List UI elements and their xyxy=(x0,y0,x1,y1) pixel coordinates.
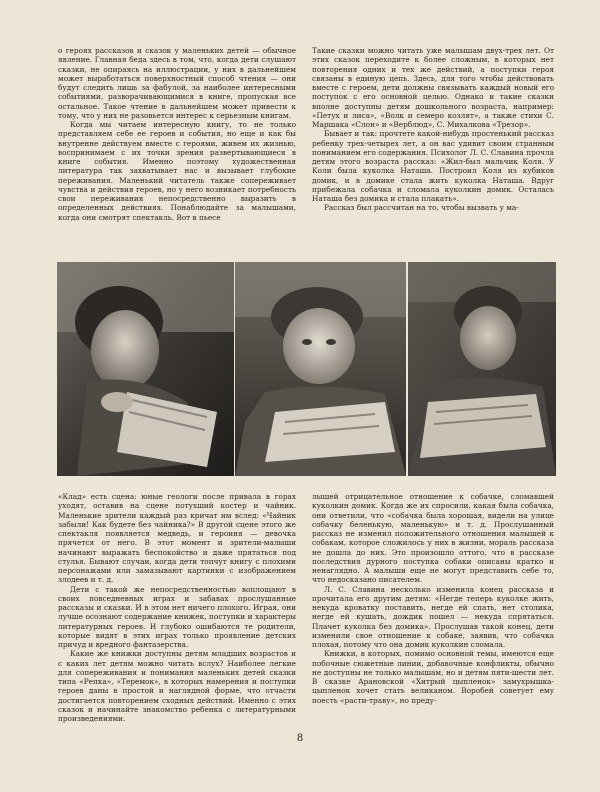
paragraph: Рассказ был рассчитан на то, чтобы вызвать у ма- xyxy=(324,203,519,213)
page-number: 8 xyxy=(296,733,304,744)
photo-boy-looking-at-book xyxy=(235,262,406,476)
photo-boy-reading-book xyxy=(57,262,234,476)
photo-child-with-book xyxy=(408,262,556,476)
text-column-bottom-right xyxy=(312,492,554,705)
photo-boy-looking-at-book-icon xyxy=(235,262,406,476)
paragraph: о героях рассказов и сказок у маленьких детей — обычное явление. Главная беда здесь в том, что, когда дети слушают сказки, не опираясь на иллюстрации, у них в дальнейшем может выработаться поверхностный способ чтения — они будут следить лишь за фабулой, за наиболее интересными событиями, разворачивающимися в книге, пропуская все остальное. Такое чтение в дальнейшем может привести к тому, что у них не разовьется интерес к серьезным книгам. xyxy=(58,46,296,120)
paragraph: Дети с такой же непосредственностью воплощают в своих повседневных играх и забавах прослушанные рассказы и сказки. И в этом нет ничего плохого. Играя, они лучше осознают содержание книжек, поступки и характеры литературных героев. И глубоко ошибаются те родители, которые видят в этих играх только проявление детских причуд и вредного фантазерства. xyxy=(58,584,296,649)
paragraph: Такие сказки можно читать уже малышам двух-трех лет. От этих сказок переходите к более сложным, в которых нет повторения одних и тех же действий, а поступки героя связаны в единую цепь. Здесь, для того чтобы действовать вместе с героем, дети должны связывать каждый новый его поступок с его основной целью. Однако и такие сказки вполне доступны детям дошкольного возраста, например: «Петух и лиса», «Волк и семеро козлят», а также стихи С. Маршака «Слон» и «Верблюд», С. Михалкова «Трезор». xyxy=(312,46,554,129)
text-column-top-right xyxy=(312,46,554,213)
paragraph: Книжки, в которых, помимо основной темы, имеются еще побочные сюжетные линии, добавочные конфликты, обычно не доступны не только малышам, но и детям пяти-шести лет. В сказке Арановской «Хитрый цыпленок» замухрышка-цыпленок хочет стать великаном. Воробей советует ему поесть «расти-траву», но преду- xyxy=(312,649,554,705)
text-column-top-left xyxy=(58,46,296,222)
photo-child-with-book-icon xyxy=(408,262,556,476)
text-column-bottom-left xyxy=(58,492,296,723)
photo-boy-reading-book-icon xyxy=(57,262,234,476)
paragraph: Л. С. Славина несколько изменила конец рассказа и прочитала его другим детям: «Негде теперь куколке жить, некуда кроватку поставить, негде ей спать, нет столика, негде ей кушать, дождик пошел — некуда спрятаться. Плачет куколка без домика». Прослушав такой конец, дети изменили свое отношение к собаке, заявив, что собачка плохая, потому что она домик куколкин сломала. xyxy=(312,584,554,649)
paragraph: лышей отрицательное отношение к собачке, сломавшей куколкин домик. Когда же их спросили, какая была собачка, они ответили, что «собачка была хорошая, видели на улице собачку беленькую, маленькую» и т. д. Прослушанный рассказ не изменил положительного отношения малышей к собакам, которое сложилось у них в жизни, мораль рассказа не дошла до них. Это произошло оттого, что в рассказе последствия дурного поступка собаки описаны кратко и ненаглядно. А малыши еще не могут представить себе то, что недосказано писателем. xyxy=(312,492,554,585)
paragraph: «Клад» есть сцена: юные геологи после привала в горах уходят, оставив на сцене потухший костер и чайник. Маленькие зрители каждый раз кричат им вслед: «Чайник забыли! Как будете без чайника?» В другой сцене этого же спектакля появляется медведь, и героиня — девочка прячется от него. В этот момент и зрители-малыши начинают выражать беспокойство и даже прятаться под стулья. Бывают случаи, когда дети топчут книгу с плохими персонажами или замазывают картинки с изображением злодеев и т. д. xyxy=(58,492,296,585)
paragraph: Бывает и так: прочтете какой-нибудь простенький рассказ ребенку трех-четырех лет, а он вас удивит своим странным пониманием его содержания. Психолог Л. С. Славина прочла детям этого возраста рассказ: «Жил-был мальчик Коля. У Коли была куколка Наташа. Построил Коля из кубиков домик, и в домике стала жить куколка Наташа. Вдруг прибежала собачка и сломала куколкин домик. Осталась Наташа без домика и стала плакать». xyxy=(312,129,554,203)
paragraph: Какие же книжки доступны детям младших возрастов и с каких лет детям можно читать вслух? Наиболее легкие для сопереживания и понимания маленьких детей сказки типа «Репка», «Теремок», в которых намерения и поступки героев даны в простой и наглядной форме, что отчасти достигается повторением сходных действий. Именно с этих сказок и начинайте знакомство ребенка с литературными произведениями. xyxy=(58,649,296,723)
paragraph: Когда мы читаем интересную книгу, то не только представляем себе ее героев и события, но еще и как бы внутренне действуем вместе с героями, живем их жизнью, воспринимаем с их точки зрения развертывающиеся в книге события. Именно поэтому художественная литература так захватывает нас и вызывает глубокие переживания. Маленький читатель также сопереживает чувства и действия героев, но у него возникает потребность свои переживания непосредственно выразить в определенных действиях. Понаблюдайте за малышами, когда они смотрят спектакль. Вот в пьесе xyxy=(58,120,296,222)
